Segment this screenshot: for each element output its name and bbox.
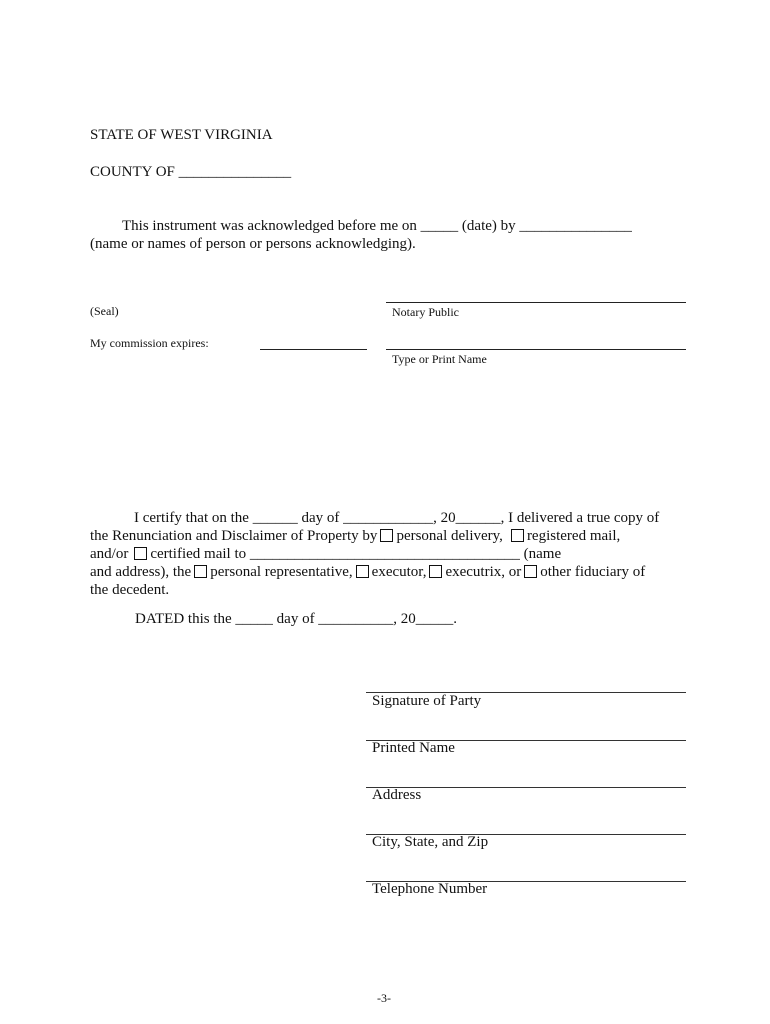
telephone-number-label: Telephone Number <box>372 881 488 897</box>
certificate-line-2-text: the Renunciation and Disclaimer of Property by <box>90 528 378 544</box>
certificate-line-5: the decedent. <box>90 582 170 598</box>
signature-of-party-label: Signature of Party <box>372 693 482 709</box>
personal-representative-label: personal representative, <box>210 564 353 580</box>
executrix-label: executrix, or <box>445 564 522 580</box>
certificate-line-1: I certify that on the ______ day of ____________, 20______, I delivered a true copy of <box>134 510 660 526</box>
executor-label: executor, <box>371 564 427 580</box>
other-fiduciary-checkbox[interactable] <box>524 565 537 578</box>
registered-mail-checkbox[interactable] <box>511 529 524 542</box>
page-number: -3- <box>377 991 391 1005</box>
city-state-zip-label: City, State, and Zip <box>372 834 489 850</box>
certificate-line-3 <box>90 545 690 563</box>
county-line: COUNTY OF _______________ <box>90 164 292 180</box>
personal-delivery-label: personal delivery, <box>396 528 503 544</box>
acknowledgment-line-1: This instrument was acknowledged before me on _____ (date) by _______________ <box>122 218 632 234</box>
notary-signature-line[interactable] <box>386 302 686 303</box>
certified-mail-checkbox[interactable] <box>134 547 147 560</box>
state-heading: STATE OF WEST VIRGINIA <box>90 127 273 143</box>
dated-line: DATED this the _____ day of __________, 20_____. <box>135 611 458 627</box>
notary-public-label: Notary Public <box>392 305 459 319</box>
certificate-line-4-text: and address), the <box>90 564 192 580</box>
seal-label: (Seal) <box>90 304 119 318</box>
commission-expires-line[interactable] <box>260 349 367 350</box>
type-or-print-name-label: Type or Print Name <box>392 352 487 366</box>
printed-name-label: Printed Name <box>372 740 455 756</box>
certificate-line-4 <box>90 563 690 581</box>
commission-expires-label: My commission expires: <box>90 336 209 350</box>
delivery-certificate <box>90 509 690 599</box>
recipient-name-blank: ____________________________________ (name <box>249 546 562 562</box>
notary-name-line[interactable] <box>386 349 686 350</box>
other-fiduciary-label: other fiduciary of <box>540 564 646 580</box>
acknowledgment-line-2: (name or names of person or persons acknowledging). <box>90 236 416 252</box>
registered-mail-label: registered mail, <box>526 528 621 544</box>
certificate-line-2 <box>90 527 690 545</box>
personal-delivery-checkbox[interactable] <box>380 529 393 542</box>
personal-representative-checkbox[interactable] <box>194 565 207 578</box>
executrix-checkbox[interactable] <box>429 565 442 578</box>
certificate-line-3-text: and/or <box>90 546 129 562</box>
executor-checkbox[interactable] <box>356 565 369 578</box>
address-label: Address <box>372 787 422 803</box>
certified-mail-label: certified mail to <box>150 546 247 562</box>
